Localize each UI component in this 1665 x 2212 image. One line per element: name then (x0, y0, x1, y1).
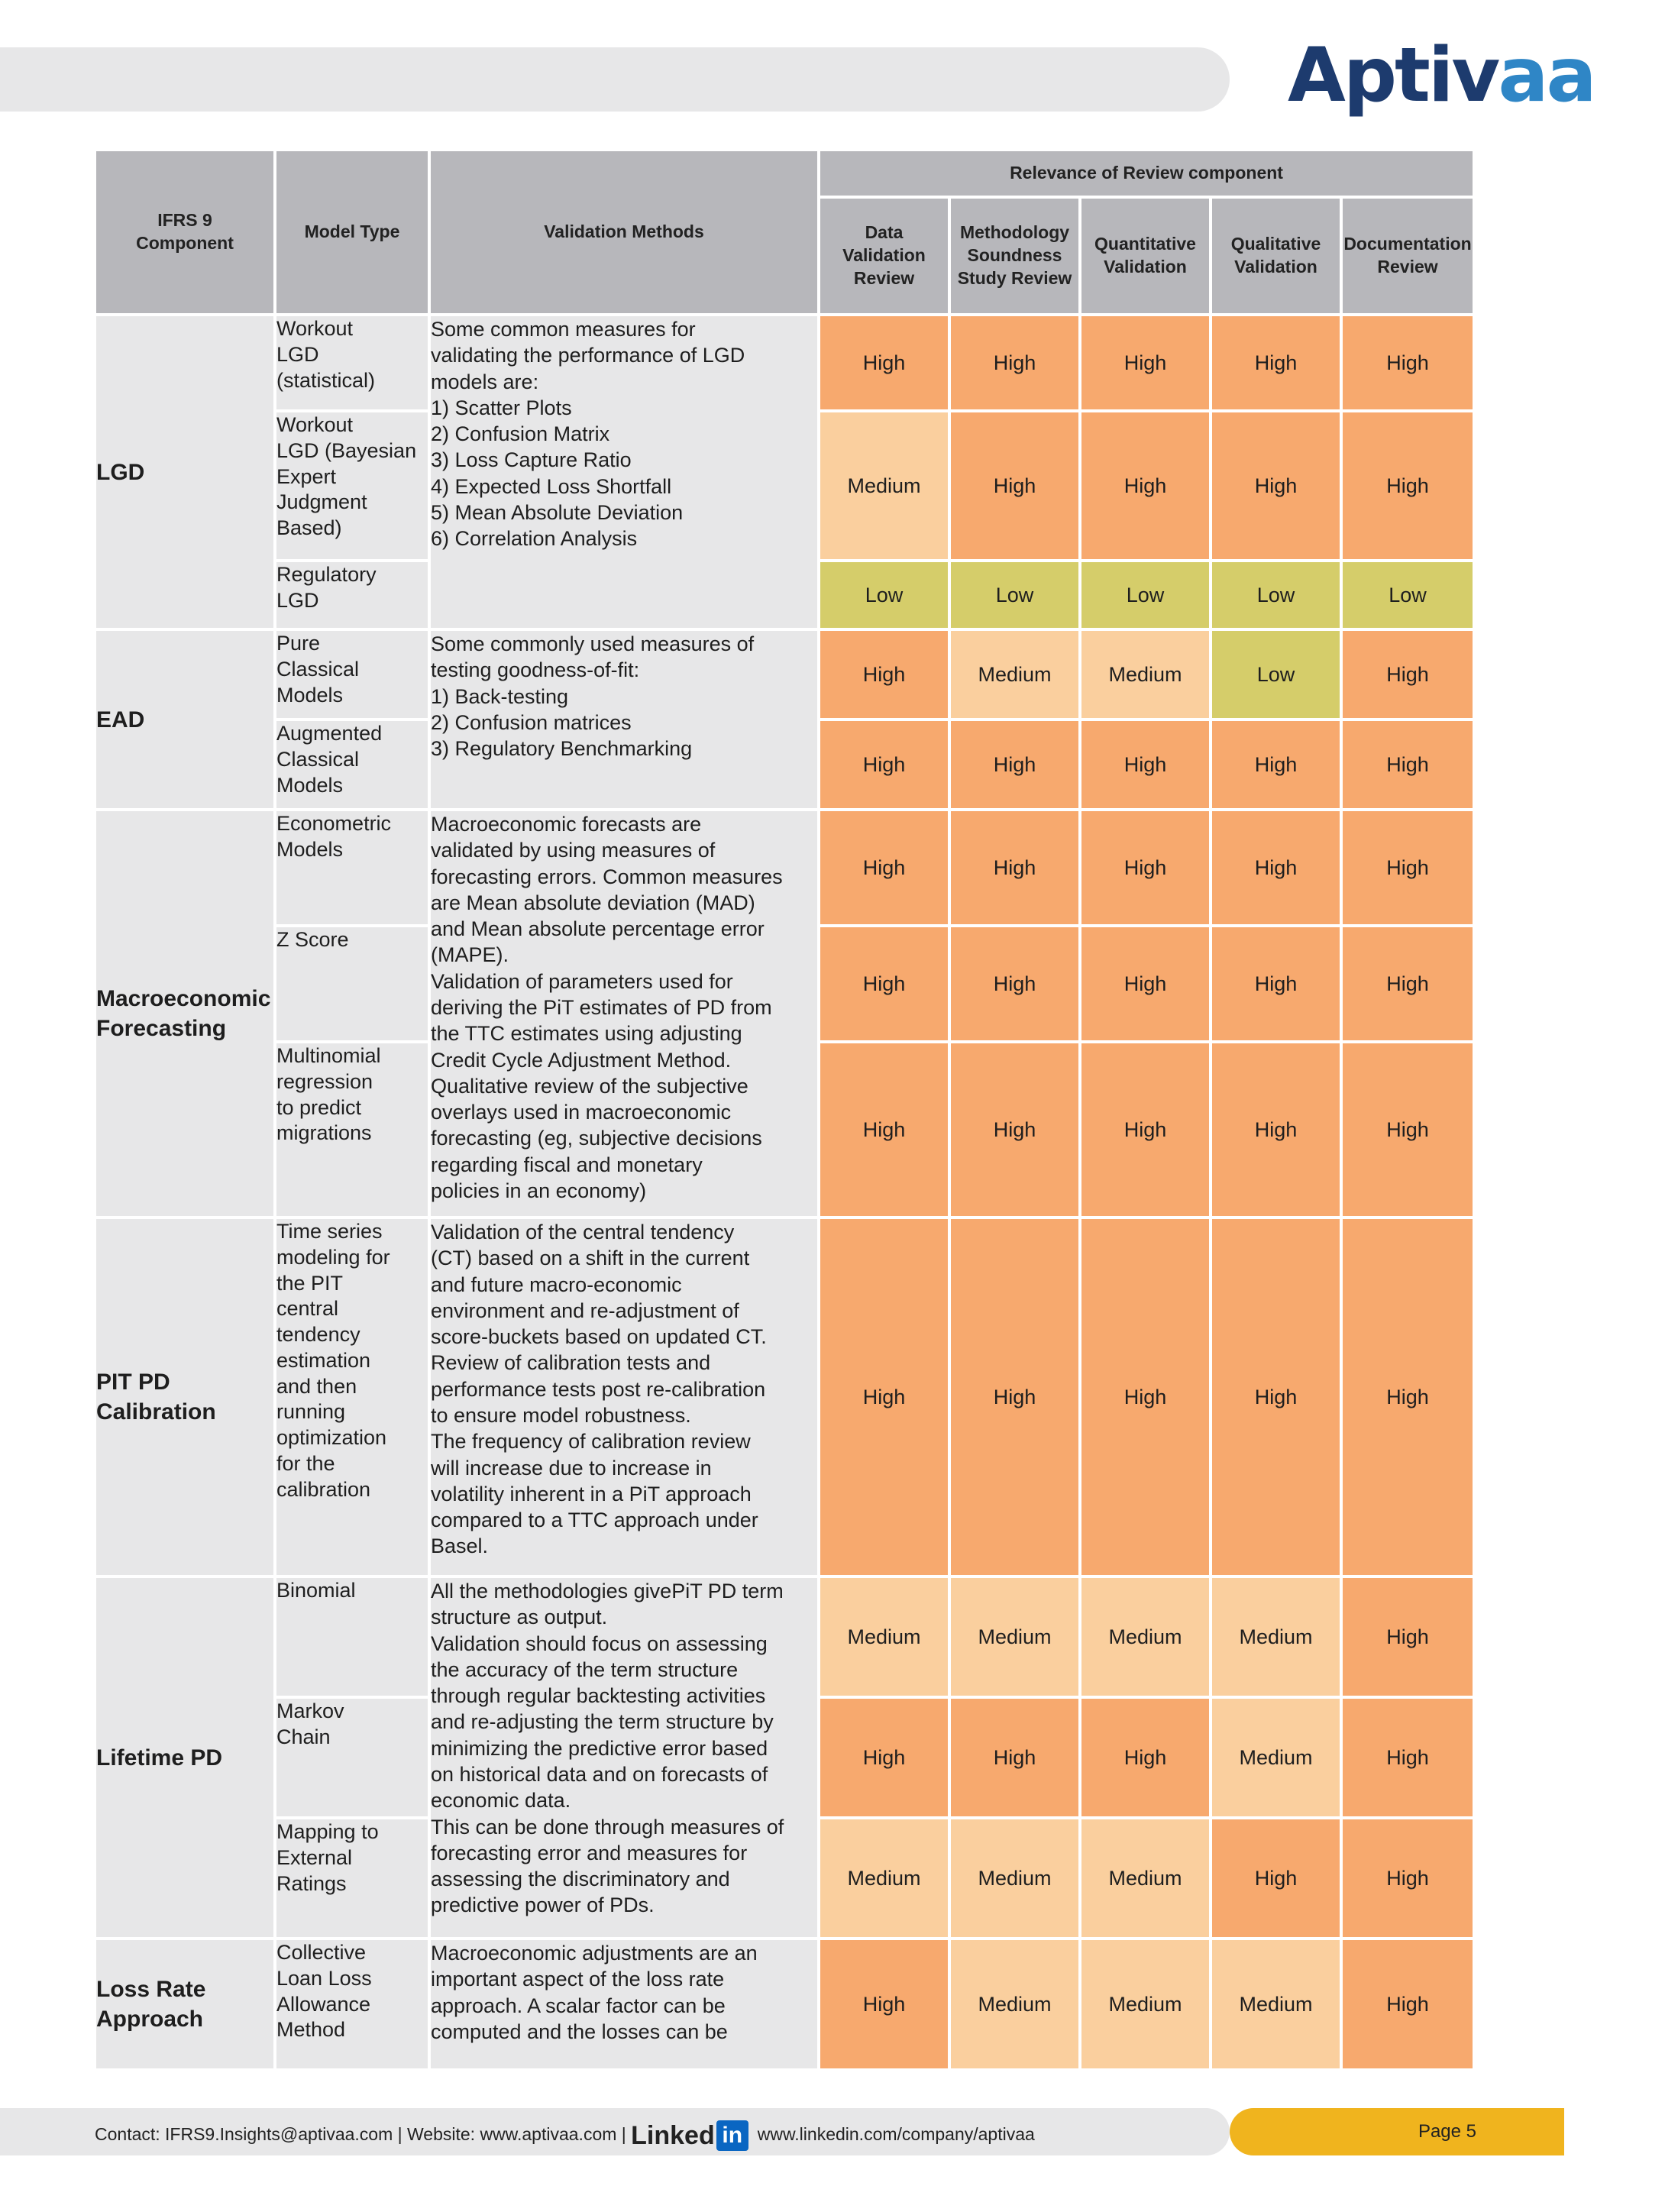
relevance-rating: High (1211, 1218, 1341, 1577)
component-cell (95, 1939, 275, 2070)
relevance-rating: High (819, 315, 949, 411)
model-type-line: LGD (276, 588, 319, 612)
validation-methods-cell (429, 810, 819, 1218)
relevance-rating: High (1080, 411, 1211, 561)
relevance-rating: Low (1341, 561, 1474, 629)
logo-dark-part: Aptiv (1288, 32, 1498, 119)
validation-method-line: computed and the losses can be (431, 2020, 728, 2043)
relevance-rating: High (949, 315, 1080, 411)
validation-methods-cell (429, 1577, 819, 1939)
relevance-rating: High (1341, 1218, 1474, 1577)
validation-method-line: and re-adjusting the term structure by (431, 1710, 774, 1734)
relevance-rating: High (819, 810, 949, 926)
component-cell (95, 1218, 275, 1577)
validation-methods-cell (429, 1939, 819, 2070)
relevance-rating: Medium (1211, 1577, 1341, 1697)
model-type-line: Models (276, 773, 344, 797)
relevance-rating: Low (1080, 561, 1211, 629)
relevance-rating: High (1341, 1042, 1474, 1218)
relevance-rating: High (949, 720, 1080, 810)
validation-method-line: Macroeconomic adjustments are an (431, 1942, 758, 1965)
model-type-line: Z Score (276, 928, 349, 951)
component-cell (95, 810, 275, 1218)
relevance-rating: High (819, 1697, 949, 1818)
model-type-line: Loan Loss (276, 1966, 372, 1990)
model-type-line: and then (276, 1374, 357, 1398)
header-quantitative-validation: Quantitative Validation (1080, 197, 1211, 315)
relevance-rating: High (949, 1042, 1080, 1218)
relevance-rating: High (949, 411, 1080, 561)
model-type-line: Augmented (276, 722, 383, 745)
component-cell (95, 315, 275, 629)
table-row (95, 315, 1474, 411)
model-type-line: tendency (276, 1323, 360, 1346)
validation-method-line: and Mean absolute percentage error (431, 917, 765, 941)
relevance-rating: Medium (819, 411, 949, 561)
model-type-line: calibration (276, 1477, 371, 1501)
validation-method-line: 4) Expected Loss Shortfall (431, 474, 672, 498)
component-label: PIT PD Calibration (96, 1370, 216, 1425)
model-type-line: LGD (276, 342, 319, 366)
footer-contact-line (95, 2120, 1035, 2151)
model-type-line: Regulatory (276, 563, 377, 586)
header-methodology-soundness: Methodology Soundness Study Review (949, 197, 1080, 315)
model-type-line: Models (276, 837, 344, 861)
validation-method-line: (MAPE). (431, 943, 509, 967)
header-documentation-review: Documentation Review (1341, 197, 1474, 315)
validation-method-line: are Mean absolute deviation (MAD) (431, 891, 755, 914)
table-row (95, 629, 1474, 720)
validation-method-line: deriving the PiT estimates of PD from (431, 995, 772, 1019)
table-body (95, 315, 1474, 2070)
model-type-line: Pure (276, 632, 321, 655)
model-type-line: Allowance (276, 1992, 371, 2016)
page-number: Page 5 (1418, 2121, 1477, 2142)
footer-linkedin-url[interactable]: www.linkedin.com/company/aptivaa (757, 2124, 1035, 2145)
relevance-rating: High (819, 1042, 949, 1218)
relevance-rating: Medium (819, 1818, 949, 1939)
relevance-rating: High (1341, 720, 1474, 810)
model-type-line: Workout (276, 317, 354, 340)
validation-table (93, 148, 1476, 2071)
model-type-line: Mapping to (276, 1820, 379, 1843)
relevance-rating: High (1341, 411, 1474, 561)
relevance-rating: High (1341, 926, 1474, 1042)
relevance-rating: High (1341, 1818, 1474, 1939)
validation-method-line: minimizing the predictive error based (431, 1736, 768, 1760)
relevance-rating: Medium (949, 1577, 1080, 1697)
relevance-rating: Low (1211, 561, 1341, 629)
validation-method-line: 3) Regulatory Benchmarking (431, 737, 693, 761)
relevance-rating: High (1341, 1697, 1474, 1818)
validation-method-line: Review of calibration tests and (431, 1351, 711, 1375)
validation-method-line: overlays used in macroeconomic (431, 1101, 732, 1124)
relevance-rating: Medium (949, 1939, 1080, 2070)
relevance-rating: High (819, 1939, 949, 2070)
model-type-line: Classical (276, 747, 360, 771)
relevance-rating: High (1211, 1818, 1341, 1939)
relevance-rating: Low (949, 561, 1080, 629)
validation-method-line: on historical data and on forecasts of (431, 1762, 768, 1786)
relevance-rating: High (1211, 315, 1341, 411)
relevance-rating: High (819, 926, 949, 1042)
relevance-rating: Low (1211, 629, 1341, 720)
model-type-line: running (276, 1400, 346, 1424)
model-type-cell (275, 720, 429, 810)
relevance-rating: Medium (1080, 1577, 1211, 1697)
model-type-line: External (276, 1845, 353, 1869)
validation-method-line: forecasting error and measures for (431, 1841, 748, 1864)
model-type-cell (275, 561, 429, 629)
validation-method-line: through regular backtesting activities (431, 1684, 766, 1708)
model-type-line: Classical (276, 657, 360, 681)
model-type-line: Econometric (276, 812, 392, 835)
validation-method-line: 1) Back-testing (431, 684, 569, 708)
relevance-rating: High (1211, 810, 1341, 926)
component-label: Loss Rate Approach (96, 1977, 206, 2032)
relevance-rating: High (1211, 1042, 1341, 1218)
validation-method-line: All the methodologies givePiT PD term (431, 1580, 784, 1602)
validation-method-line: Qualitative review of the subjective (431, 1074, 748, 1098)
validation-method-line: compared to a TTC approach under (431, 1509, 758, 1532)
validation-method-line: Some common measures for (431, 318, 696, 341)
validation-method-line: regarding fiscal and monetary (431, 1153, 703, 1176)
header-qualitative-validation: Qualitative Validation (1211, 197, 1341, 315)
validation-method-line: Basel. (431, 1534, 489, 1558)
model-type-line: Method (276, 2018, 346, 2042)
validation-method-line: the accuracy of the term structure (431, 1657, 739, 1681)
relevance-rating: High (1080, 926, 1211, 1042)
relevance-rating: High (1341, 315, 1474, 411)
component-cell (95, 1577, 275, 1939)
model-type-line: (statistical) (276, 368, 376, 392)
logo-light-part: aa (1498, 32, 1595, 119)
validation-method-line: This can be done through measures of (431, 1815, 784, 1838)
validation-method-line: volatility inherent in a PiT approach (431, 1482, 752, 1505)
table-header (95, 150, 1474, 315)
component-label: Macroeconomic Forecasting (96, 986, 271, 1041)
validation-method-line: score-buckets based on updated CT. (431, 1325, 767, 1349)
relevance-rating: Low (819, 561, 949, 629)
model-type-line: Based) (276, 516, 342, 539)
component-cell (95, 629, 275, 810)
validation-method-line: economic data. (431, 1789, 571, 1813)
header-band (0, 47, 1230, 112)
relevance-rating: High (1080, 1697, 1211, 1818)
validation-method-line: will increase due to increase in (431, 1456, 712, 1480)
validation-method-line: important aspect of the loss rate (431, 1968, 725, 1991)
model-type-cell (275, 1818, 429, 1939)
linkedin-wordmark: Linked (631, 2121, 715, 2150)
model-type-line: LGD (Bayesian (276, 438, 417, 462)
validation-method-line: validated by using measures of (431, 839, 716, 862)
relevance-rating: Medium (949, 629, 1080, 720)
component-label: LGD (96, 459, 145, 485)
header-ifrs-component: IFRS 9 Component (95, 150, 275, 315)
validation-method-line: 6) Correlation Analysis (431, 527, 638, 551)
relevance-rating: High (819, 720, 949, 810)
model-type-line: Models (276, 683, 344, 707)
validation-method-line: forecasting errors. Common measures (431, 865, 783, 888)
model-type-line: Ratings (276, 1871, 347, 1895)
validation-method-line: models are: (431, 370, 539, 393)
header-relevance: Relevance of Review component (819, 150, 1474, 197)
model-type-line: Markov (276, 1699, 344, 1722)
validation-method-line: Some commonly used measures of (431, 632, 755, 655)
model-type-line: for the (276, 1451, 335, 1475)
model-type-cell (275, 1939, 429, 2070)
aptivaa-logo (1288, 32, 1595, 119)
model-type-line: to predict (276, 1095, 362, 1119)
header-data-validation: Data Validation Review (819, 197, 949, 315)
model-type-line: optimization (276, 1426, 387, 1449)
model-type-cell (275, 926, 429, 1042)
model-type-line: Binomial (276, 1579, 356, 1602)
model-type-line: Chain (276, 1725, 331, 1748)
relevance-rating: High (949, 1218, 1080, 1577)
relevance-rating: High (1211, 720, 1341, 810)
validation-methods-cell (429, 629, 819, 810)
model-type-line: regression (276, 1069, 373, 1093)
header-validation-methods: Validation Methods (429, 150, 819, 315)
model-type-cell (275, 1042, 429, 1218)
validation-method-line: to ensure model robustness. (431, 1403, 691, 1427)
validation-method-line: Macroeconomic forecasts are (431, 813, 702, 836)
relevance-rating: Medium (1080, 629, 1211, 720)
validation-method-line: 3) Loss Capture Ratio (431, 448, 632, 472)
relevance-rating: High (1080, 315, 1211, 411)
validation-method-line: structure as output. (431, 1606, 608, 1629)
relevance-rating: Medium (1080, 1939, 1211, 2070)
relevance-rating: High (1341, 629, 1474, 720)
relevance-rating: High (949, 1697, 1080, 1818)
validation-methods-cell (429, 1218, 819, 1577)
validation-method-line: testing goodness-of-fit: (431, 658, 640, 682)
table-row (95, 1218, 1474, 1577)
validation-method-line: 2) Confusion matrices (431, 710, 632, 734)
relevance-rating: High (1080, 1218, 1211, 1577)
relevance-rating: High (1341, 810, 1474, 926)
validation-method-line: Validation should focus on assessing (431, 1632, 768, 1655)
model-type-line: modeling for (276, 1245, 390, 1269)
relevance-rating: High (1080, 720, 1211, 810)
model-type-cell (275, 810, 429, 926)
relevance-rating: High (819, 1218, 949, 1577)
relevance-rating: High (1080, 810, 1211, 926)
model-type-line: Judgment (276, 490, 367, 514)
model-type-cell (275, 629, 429, 720)
relevance-rating: High (1341, 1939, 1474, 2070)
model-type-line: Multinomial (276, 1044, 381, 1067)
model-type-cell (275, 411, 429, 561)
validation-method-line: assessing the discriminatory and (431, 1868, 730, 1891)
validation-method-line: Credit Cycle Adjustment Method. (431, 1048, 732, 1072)
model-type-line: central (276, 1297, 339, 1321)
relevance-rating: High (1211, 411, 1341, 561)
validation-method-line: predictive power of PDs. (431, 1893, 655, 1917)
model-type-cell (275, 1218, 429, 1577)
model-type-line: estimation (276, 1348, 371, 1372)
relevance-rating: Medium (1211, 1697, 1341, 1818)
model-type-cell (275, 1577, 429, 1697)
relevance-rating: Medium (1211, 1939, 1341, 2070)
component-label: EAD (96, 707, 145, 732)
table-row (95, 810, 1474, 926)
validation-method-line: approach. A scalar factor can be (431, 1994, 726, 2017)
relevance-rating: High (1211, 926, 1341, 1042)
relevance-rating: Medium (1080, 1818, 1211, 1939)
validation-method-line: Validation of parameters used for (431, 969, 733, 993)
validation-method-line: forecasting (eg, subjective decisions (431, 1127, 762, 1150)
table-row (95, 1939, 1474, 2070)
header-model-type: Model Type (275, 150, 429, 315)
relevance-rating: High (819, 629, 949, 720)
validation-method-line: 5) Mean Absolute Deviation (431, 500, 684, 524)
model-type-line: Collective (276, 1941, 367, 1964)
validation-method-line: performance tests post re-calibration (431, 1377, 766, 1401)
model-type-line: Expert (276, 464, 337, 488)
model-type-line: the PIT (276, 1271, 344, 1295)
relevance-rating: Medium (819, 1577, 949, 1697)
relevance-rating: High (1341, 1577, 1474, 1697)
relevance-rating: High (949, 810, 1080, 926)
model-type-line: Workout (276, 413, 354, 436)
validation-method-line: Validation of the central tendency (431, 1221, 735, 1243)
validation-method-line: (CT) based on a shift in the current (431, 1247, 750, 1270)
footer-contact: Contact: IFRS9.Insights@aptivaa.com | Website: www.aptivaa.com | (95, 2124, 626, 2145)
validation-method-line: 1) Scatter Plots (431, 396, 572, 419)
relevance-rating: High (1080, 1042, 1211, 1218)
model-type-line: migrations (276, 1121, 372, 1145)
component-label: Lifetime PD (96, 1745, 223, 1771)
table-row (95, 1577, 1474, 1697)
relevance-rating: Medium (949, 1818, 1080, 1939)
validation-method-line: The frequency of calibration review (431, 1430, 751, 1454)
relevance-rating: High (949, 926, 1080, 1042)
model-type-line: Time series (276, 1220, 383, 1243)
validation-methods-cell (429, 315, 819, 629)
validation-method-line: the TTC estimates using adjusting (431, 1022, 742, 1046)
model-type-cell (275, 315, 429, 411)
validation-method-line: and future macro-economic (431, 1273, 682, 1296)
linkedin-icon: in (716, 2120, 748, 2151)
validation-method-line: policies in an economy) (431, 1179, 647, 1202)
validation-method-line: environment and re-adjustment of (431, 1298, 739, 1322)
model-type-cell (275, 1697, 429, 1818)
validation-method-line: validating the performance of LGD (431, 344, 745, 367)
validation-method-line: 2) Confusion Matrix (431, 422, 610, 446)
